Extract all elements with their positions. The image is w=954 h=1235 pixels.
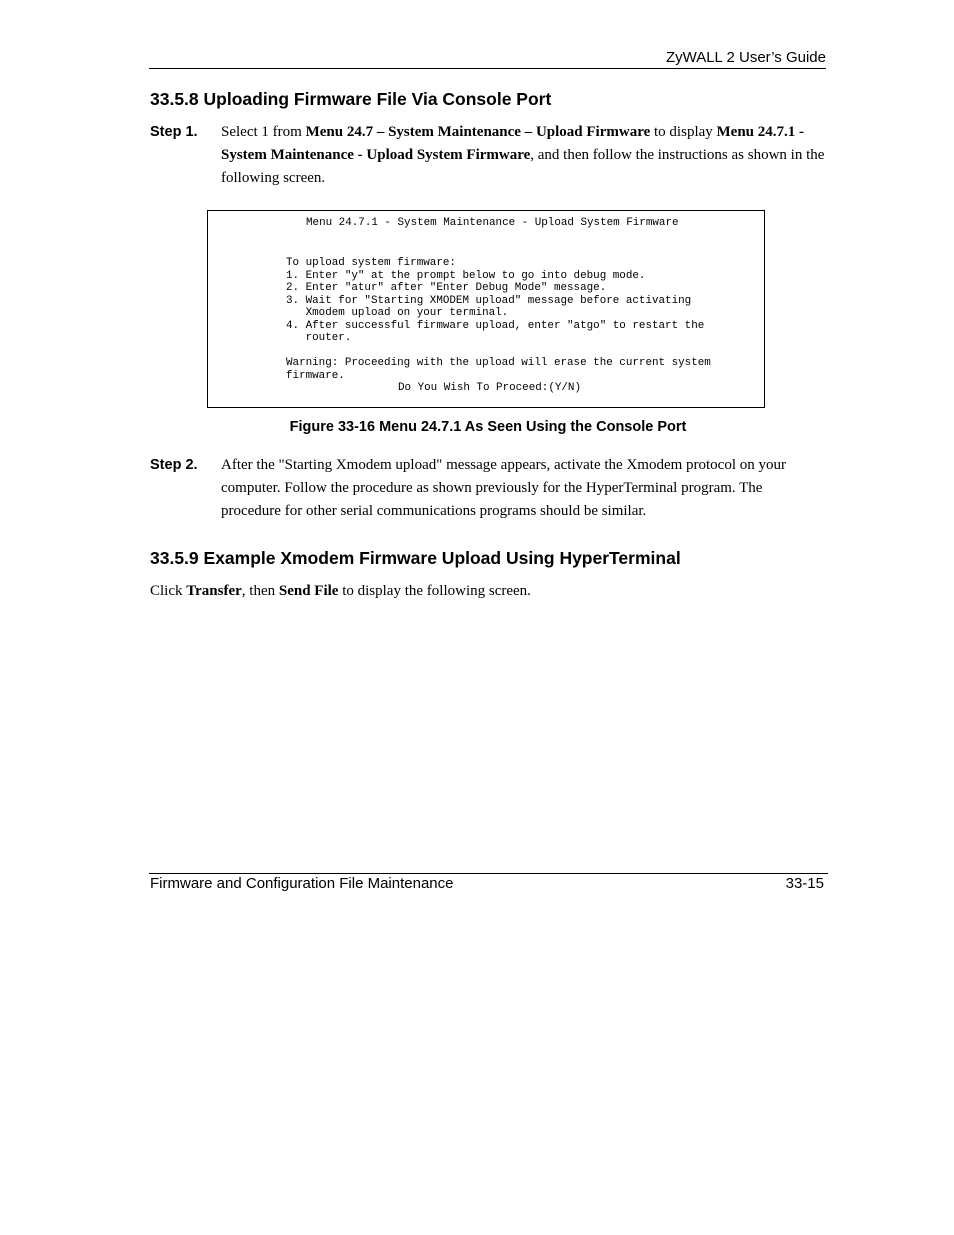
console-line: Xmodem upload on your terminal. <box>286 307 509 319</box>
menu-24-7-reference: Menu 24.7 – System Maintenance – Upload Firmware <box>305 124 651 140</box>
section-heading-33-5-8: 33.5.8 Uploading Firmware File Via Console Port <box>150 89 552 109</box>
section-heading-33-5-9: 33.5.9 Example Xmodem Firmware Upload Using HyperTerminal <box>150 548 681 568</box>
footer-page-number: 33-15 <box>785 875 824 892</box>
figure-caption: Figure 33-16 Menu 24.7.1 As Seen Using the Console Port <box>289 419 687 435</box>
step-2-label: Step 2. <box>150 457 198 473</box>
running-header: ZyWALL 2 User’s Guide <box>665 49 826 66</box>
footer-chapter-title: Firmware and Configuration File Maintenance <box>150 875 454 892</box>
step-2-text: After the "Starting Xmodem upload" message appears, activate the Xmodem protocol on your computer. Follow the procedure as shown previously for the HyperTerminal program. The procedure for other serial communications programs should be similar. <box>221 457 787 519</box>
console-line: router. <box>286 332 352 344</box>
console-line: 3. Wait for "Starting XMODEM upload" message before activating <box>286 294 692 307</box>
console-line: To upload system firmware: <box>286 257 456 269</box>
step-1-label: Step 1. <box>150 124 198 140</box>
step-1-text-part: to display <box>650 124 717 140</box>
console-proceed-prompt: Do You Wish To Proceed:(Y/N) <box>398 382 581 394</box>
header-divider <box>149 68 826 69</box>
console-line: Warning: Proceeding with the upload will erase the current system <box>286 357 711 369</box>
console-menu-title: Menu 24.7.1 - System Maintenance - Upload System Firmware <box>306 217 679 229</box>
footer-divider <box>149 873 828 874</box>
step-1-text-part: , and then follow the instructions as shown in the following screen. <box>221 147 825 186</box>
transfer-menu-reference: Transfer <box>186 583 242 599</box>
console-screen-figure <box>207 210 765 408</box>
instruction-text-part: to display the following screen. <box>338 583 531 599</box>
step-1-text-part: Select 1 from <box>221 124 306 140</box>
transfer-instruction <box>150 580 531 603</box>
instruction-text-part: , then <box>241 583 279 599</box>
console-line: firmware. <box>286 369 345 382</box>
menu-24-7-1-reference: Menu 24.7.1 - System Maintenance - Upload System Firmware <box>221 124 805 163</box>
console-line: 1. Enter "y" at the prompt below to go into debug mode. <box>286 269 646 282</box>
step-1-text <box>221 121 826 190</box>
console-line: 2. Enter "atur" after "Enter Debug Mode" message. <box>286 282 607 294</box>
instruction-text-part: Click <box>150 583 187 599</box>
console-line: 4. After successful firmware upload, enter "atgo" to restart the <box>286 319 705 332</box>
send-file-reference: Send File <box>278 583 339 599</box>
console-instructions <box>286 257 711 382</box>
